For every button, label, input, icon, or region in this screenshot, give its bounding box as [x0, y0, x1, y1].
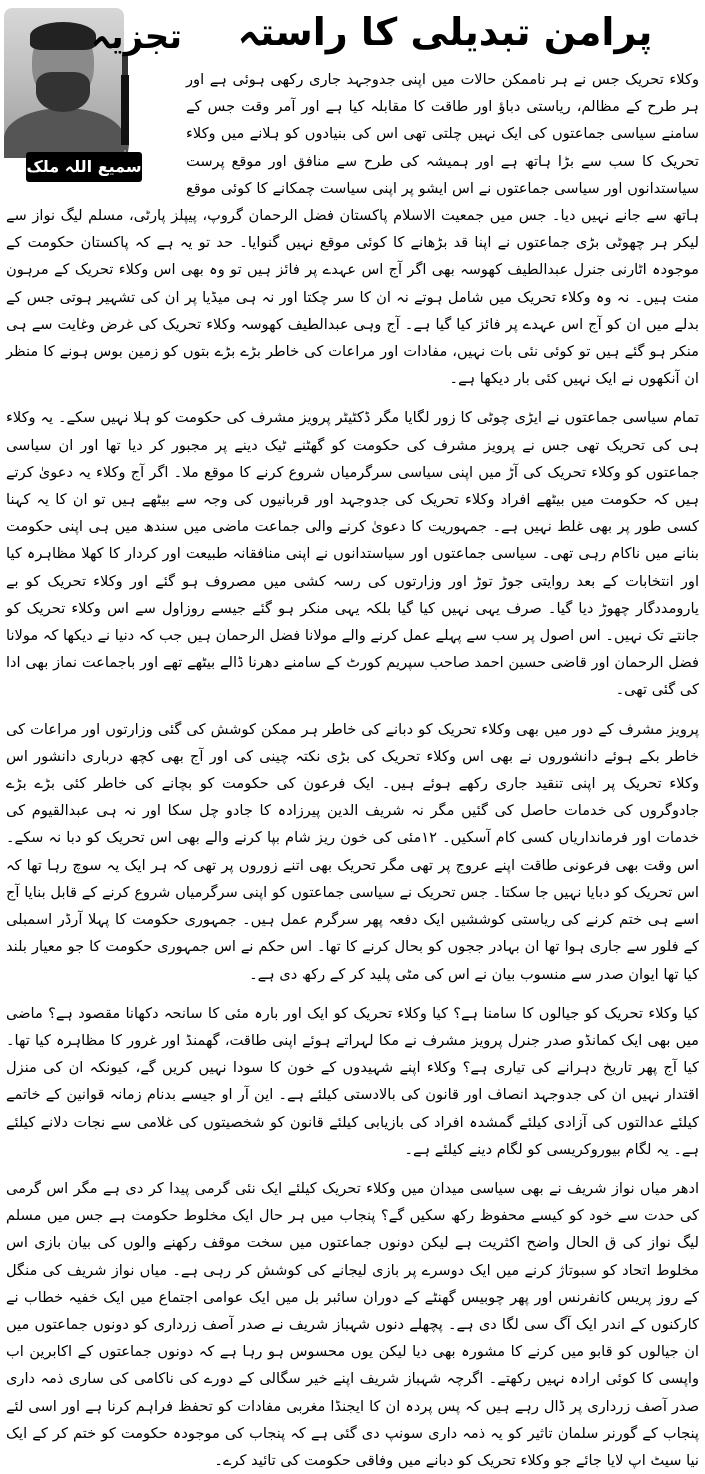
paragraph: ادھر میاں نواز شریف نے بھی سیاسی میدان میں وکلاء تحریک کیلئے ایک نئی گرمی پیدا کر دی ہے مگر اس گرمی کی حدت سے خود کو کیسے محفوظ رکھ سکیں گے؟ پنجاب میں ہر حال ایک مخلوط حکومت ہے جس میں مسلم لیگ نواز کی ق الحال واضح اکثریت ہے لیکن دونوں جماعتوں میں سخت موقف رکھنے والوں کی بیان بازی اس مخلوط اتحاد کو سبوتاژ کرنے میں ایک دوسرے پر بازی لیجانے کی کوشش کر رہی ہے۔ میاں نواز شریف کی منگل کے روز پریس کانفرنس اور پھر چوبیس گھنٹے کے دوران سائبر بل میں ایک عوامی اجتماع میں ایک خفیہ خطاب نے کارکنوں کے اندر ایک آگ سی لگا دی ہے۔ پچھلے دنوں شہباز شریف نے صدر آصف زرداری کو دونوں جماعتوں میں ان جیالوں کو قابو میں کرنے کا مشورہ بھی دیا لیکن یوں محسوس ہو رہا ہے کہ دونوں جماعتوں کے اکابرین اب واپسی کا کوئی ارادہ نہیں رکھتے۔ اگرچہ شہباز شریف اپنے خیر سگالی کے دورے کی ناکامی کی ساری ذمہ داری صدر آصف زرداری پر ڈال رہے ہیں کہ پس پردہ ان کا ایجنڈا مغربی مفادات کو تحفظ فراہم کرنا ہے اور اسی لئے پنجاب کے گورنر سلمان تاثیر کو یہ ذمہ داری سونپ دی گئی ہے کہ پنجاب کی موجودہ حکومت کو ختم کر کے ایک نیا سیٹ اپ لایا جائے جو وکلاء تحریک کو دبانے میں وفاقی حکومت کی تائید کرے۔	[6, 1179, 699, 1469]
article-body	[6, 66, 699, 1469]
column-name: تجزیہ	[90, 17, 182, 57]
paragraph: کیا وکلاء تحریک کو جیالوں کا سامنا ہے؟ کیا وکلاء تحریک کو ایک اور بارہ مئی کا سانحہ دکھانا مقصود ہے؟ ماضی میں بھی ایک کمانڈو صدر جنرل پرویز مشرف نے مکا لہراتے ہوئے اپنی طاقت، گھمنڈ اور غرور کا مظاہرہ کیا تھا۔ کیا آج پھر تاریخ دہرانے کی تیاری ہے؟ وکلاء اپنے شہیدوں کے خون کا سودا نہیں کریں گے، کیونکہ ان کی منزل اقتدار نہیں ان کی جدوجہد انصاف اور قانون کی بالادستی کیلئے ہے۔ این آر او جیسے بدنام زمانہ قوانین کے خاتمے کیلئے عدالتوں کی آزادی کیلئے گمشدہ افراد کی بازیابی کیلئے قانون کو شخصیتوں کی غلامی سے نجات دلانے کیلئے ہے۔ یہ لگام بیوروکریسی کو لگام دینے کیلئے ہے۔	[6, 1004, 699, 1158]
headline: پرامن تبدیلی کا راستہ	[237, 10, 653, 54]
author-name: سمیع اللہ ملک	[26, 152, 142, 182]
paragraph: پرویز مشرف کے دور میں بھی وکلاء تحریک کو دبانے کی خاطر ہر ممکن کوشش کی گئی وزارتوں اور مراعات کی خاطر بکے ہوئے دانشوروں نے بھی اس وکلاء تحریک کی بڑی نکتہ چینی کی اور آج بھی کچھ درباری دانشور اس وکلاء تحریک پر اپنی تنقید جاری رکھے ہوئے ہیں۔ ایک فرعون کی حکومت کو بچانے کی خاطر کئی بڑے بڑے جادوگروں کی خدمات حاصل کی گئیں مگر نہ شریف الدین پیرزادہ کا جادو چل سکا اور نہ ہی عبدالقیوم کی خدمات اور فرمانداریاں کسی کام آسکیں۔ ١٢مئی کی خون ریز شام بپا کرنے والے بھی اس تحریک کو دبا نہ سکے۔ اس وقت بھی فرعونی طاقت اپنے عروج پر تھی مگر تحریک بھی اتنے زوروں پر تھی کہ ہر ایک یہ سوچ رہا تھا کہ اس تحریک کو دبایا نہیں جا سکتا۔ جس تحریک نے سیاسی جماعتوں کو اپنی سرگرمیاں شروع کرنے کے قابل بنایا آج اسے ہی ختم کرنے کی ریاستی کوششیں ایک دفعہ پھر سرگرم عمل ہیں۔ جمہوری حکومت کا پہلا آرڈر اسمبلی کے فلور سے جاری ہوا تھا ان بہادر ججوں کو بحال کرنے کا تھا۔ اس حکم نے اس جمہوری حکومت کا جو معیار بلند کیا تھا ایوان صدر سے منسوب بیان نے اس کی مٹی پلید کر کے رکھ دی ہے۔	[6, 720, 699, 983]
paragraph: وکلاء تحریک جس نے ہر ناممکن حالات میں اپنی جدوجہد جاری رکھی ہوئی ہے اور ہر طرح کے مظالم، ریاستی دباؤ اور طاقت کا مقابلہ کیا ہے اور آمر وقت جس کے سامنے سیاسی جماعتوں کی ایک نہیں چلتی تھی اس کی بنیادوں کو ہلانے میں وکلاء تحریک کا سب سے بڑا ہاتھ ہے اور ہمیشہ کی طرح سے منافق اور موقع پرست سیاستدانوں اور سیاسی جماعتوں نے اس ایشو پر اپنی سیاست چمکانے کا کوئی موقع ہاتھ سے جانے نہیں دیا۔ جس میں جمعیت الاسلام پاکستان فضل الرحمان گروپ، پیپلز پارٹی، مسلم لیگ نواز سے لیکر ہر چھوٹی بڑی جماعتوں نے اپنا قد بڑھانے کا کوئی موقع نہیں گنوایا۔ حد تو یہ ہے کہ پاکستان حکومت کے موجودہ اٹارنی جنرل عبدالطیف کھوسہ بھی اگر آج اس عہدے پر فائز ہیں تو وہ بھی اس وکلاء تحریک کے مرہون منت ہیں۔ نہ وہ وکلاء تحریک میں شامل ہوتے نہ ان کا سر چکتا اور نہ ہی میڈیا پر ان کی تشہیر ہوتی جس کے بدلے میں ان کو آج اس عہدے پر فائز کیا گیا ہے۔ آج وہی عبدالطیف کھوسہ وکلاء تحریک کی غرض وغایت سے ہی منکر ہو گئے ہیں تو کوئی نئی بات نہیں، مفادات اور مراعات کی خاطر بڑے بڑے بتوں کو زمین بوس ہونے کا منظر ان آنکھوں نے ایک نہیں کئی بار دیکھا ہے۔	[6, 71, 699, 388]
paragraph: تمام سیاسی جماعتوں نے ایڑی چوٹی کا زور لگایا مگر ڈکٹیٹر پرویز مشرف کی حکومت کو ہلا نہیں سکے۔ یہ وکلاء ہی کی تحریک تھی جس نے پرویز مشرف کی حکومت کو گھٹنے ٹیک دینے پر مجبور کر دیا تھا اور ان سیاسی جماعتوں کو وکلاء تحریک کی آڑ میں اپنی سیاسی سرگرمیاں شروع کرنے کا موقع ملا۔ اگر آج وکلاء یہ دعویٰ کرتے ہیں کہ حکومت میں بیٹھے افراد وکلاء تحریک کی جدوجہد اور قربانیوں کی وجہ سے بیٹھے ہیں تو ان کا یہ کہنا کسی طور پر بھی غلط نہیں ہے۔ جمہوریت کا دعویٰ کرنے والی جماعت ماضی میں سندھ میں ہی اپنی حکومت بنانے میں ناکام رہی تھی۔ سیاسی جماعتوں اور سیاستدانوں نے اپنی منافقانہ طبیعت اور کردار کا کھلا مظاہرہ کیا اور انتخابات کے بعد روایتی جوڑ توڑ اور وزارتوں کی رسہ کشی میں مصروف ہو گئے اور وکلاء تحریک کو بے یارومددگار چھوڑ دیا گیا۔ صرف یہی نہیں کیا گیا بلکہ یہی منکر ہو گئے جیسے روزاول سے اس وکلاء تحریک کو جانتے تک نہیں۔ اس اصول پر سب سے پہلے عمل کرنے والے مولانا فضل الرحمان ہیں جب کہ دنیا نے دیکھا کہ مولانا فضل الرحمان اور قاضی حسین احمد صاحب سپریم کورٹ کے سامنے دھرنا ڈالے بیٹھے تھے اور باجماعت نماز بھی ادا کی گئی تھی۔	[6, 409, 699, 699]
